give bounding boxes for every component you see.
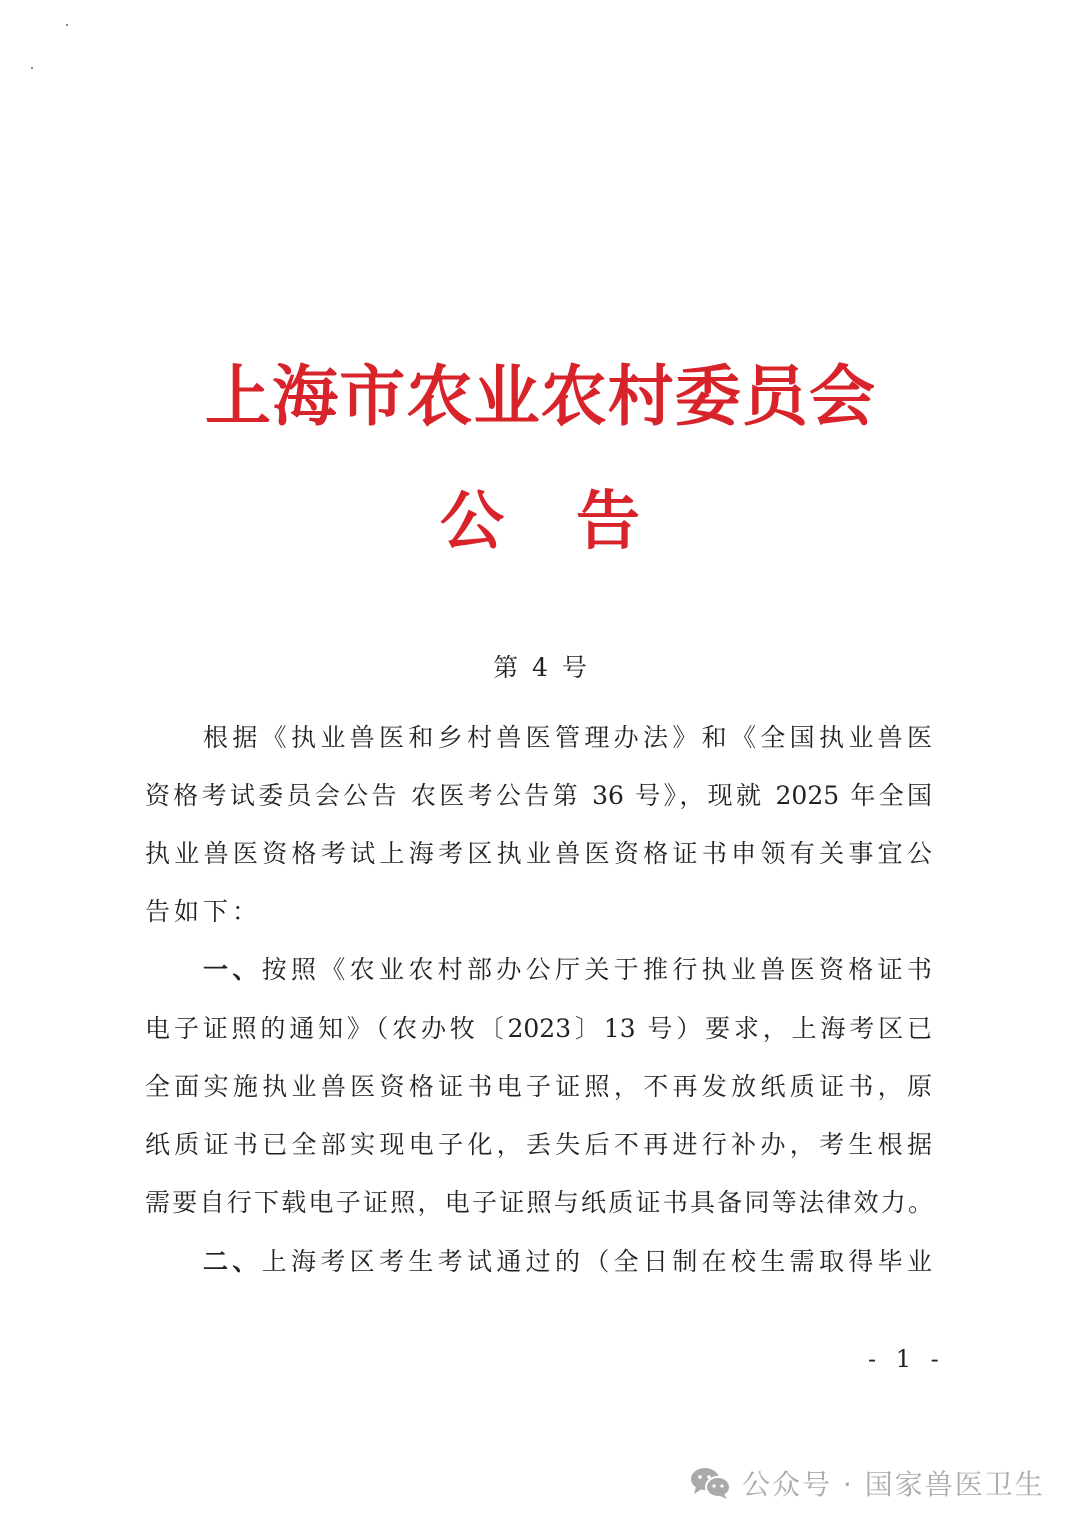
body-line: 执业兽医资格考试上海考区执业兽医资格证书申领有关事宜公 xyxy=(145,839,932,868)
body-line-section-2 xyxy=(203,1242,932,1282)
body-line-text: 上海考区考生考试通过的（全日制在校生需取得毕业 xyxy=(261,1247,932,1276)
scan-speck xyxy=(66,24,68,26)
section-marker: 二、 xyxy=(203,1247,262,1276)
body-line: 纸质证书已全部实现电子化，丢失后不再进行补办，考生根据 xyxy=(145,1130,932,1159)
body-line: 告如下： xyxy=(145,897,262,926)
body-line: 电子证照的通知》（农办牧〔2023〕13 号）要求，上海考区已 xyxy=(145,1014,932,1043)
document-type-heading: 公告 xyxy=(440,485,640,559)
body-line: 需要自行下载电子证照，电子证照与纸质证书具备同等法律效力。 xyxy=(145,1188,932,1217)
page-number: - 1 - xyxy=(868,1345,945,1373)
watermark xyxy=(690,1463,1045,1503)
wechat-icon xyxy=(690,1466,732,1500)
scan-speck xyxy=(31,67,33,69)
body-line: 资格考试委员会公告 农医考公告第 36 号》，现就 2025 年全国 xyxy=(145,781,932,810)
issuer-title: 上海市农业农村委员会 xyxy=(205,358,875,435)
body-line-text: 按照《农业农村部办公厅关于推行执业兽医资格证书 xyxy=(261,955,932,984)
body-line: 全面实施执业兽医资格证书电子证照，不再发放纸质证书，原 xyxy=(145,1072,932,1101)
section-marker: 一、 xyxy=(203,955,262,984)
watermark-text: 公众号 · 国家兽医卫生 xyxy=(742,1468,1045,1501)
body-line: 根据《执业兽医和乡村兽医管理办法》和《全国执业兽医 xyxy=(203,723,932,752)
body-line-section-1 xyxy=(203,950,932,990)
document-number: 第 4 号 xyxy=(493,653,587,682)
